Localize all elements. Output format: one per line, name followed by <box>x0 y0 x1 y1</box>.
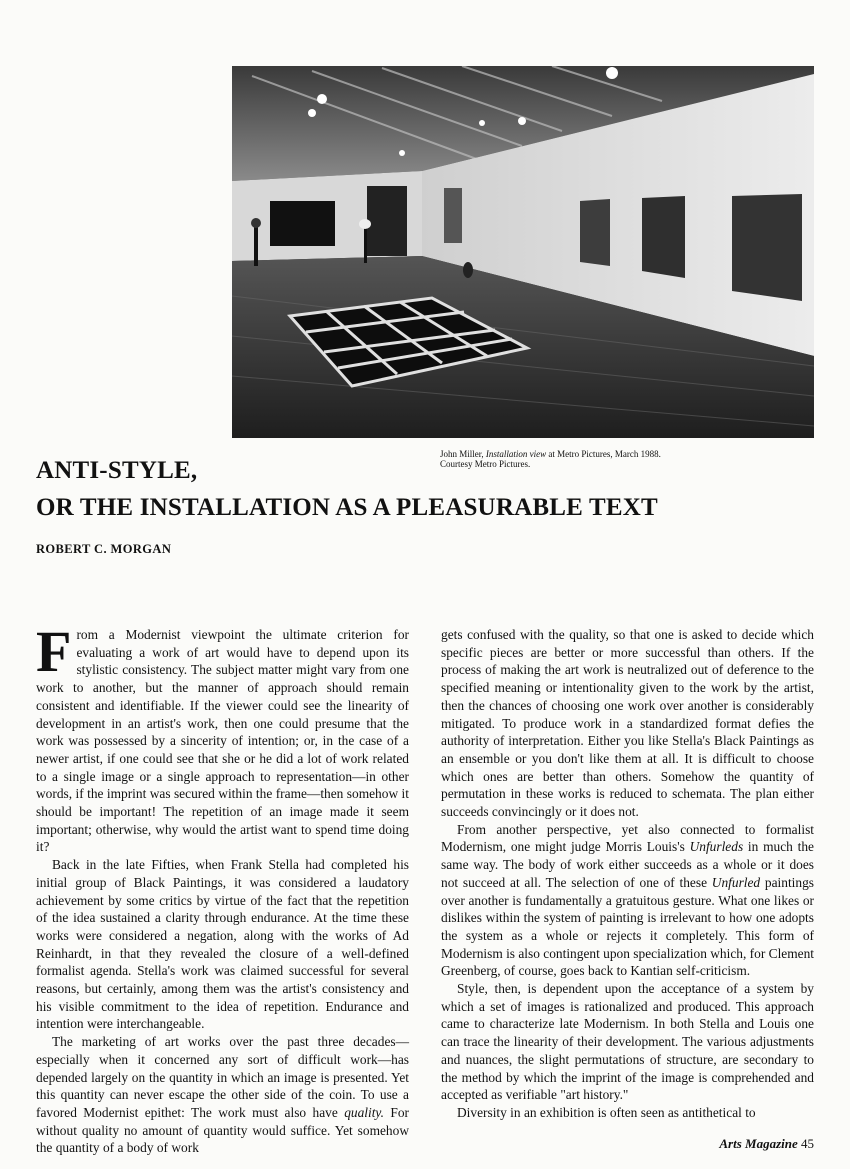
page-number: 45 <box>801 1136 814 1151</box>
page-footer <box>719 1136 814 1152</box>
caption-line-1: John Miller, Installation view at Metro Pictures, March 1988. <box>440 449 661 459</box>
article-title <box>36 452 658 526</box>
caption-line-2: Courtesy Metro Pictures. <box>440 459 531 469</box>
body-column-2 <box>441 626 814 1122</box>
title-line-1: ANTI-STYLE, <box>36 457 198 484</box>
body-column-1 <box>36 619 409 1157</box>
paragraph-7: Diversity in an exhibition is often seen as antithetical to <box>457 1104 756 1120</box>
paragraph-1: From a Modernist viewpoint the ultimate criterion for evaluating a work of art would have to depend upon its stylistic consistency. The subject matter might vary from one work to another, but the manner of approach should remain consistent and identifiable. If the viewer could see the linearity of development in an artist's work, then one could presume that the work was possessed by a sincerity of intention; or, in the case of a newer artist, if one could see that she or he did a lot of work related to a single image or a single approach to representation—in other words, if the imprint was secured within the frame—then somehow it should be important! The repetition of an image made it seem important; otherwise, why would the artist want to spend time doing it? <box>36 619 409 855</box>
installation-photo <box>232 66 814 438</box>
byline: ROBERT C. MORGAN <box>36 542 172 556</box>
paragraph-2: Back in the late Fifties, when Frank Stella had completed his initial group of Black Paintings, it was considered a laudatory achievement by some critics by virtue of the fact that the repetition of the idea sustained a clarity through endurance. At the time these works were considered a negation, along with the works of Ad Reinhardt, in that they revealed the closure of a well-defined formalist agenda. Stella's work was claimed successful for several reasons, but certainly, among them was the artist's consistency and his visible commitment to the idea of repetition. Endurance and intention were interchangeable. <box>36 857 409 1032</box>
gallery-image <box>232 66 814 438</box>
paragraph-6: Style, then, is dependent upon the acceptance of a system by which a set of images is rationalized and produced. This approach came to characterize late Modernism. In both Stella and Louis one can trace the linearity of their development. The various adjustments and nuances, the slight permutations of structure, are secondary to the method by which the imprint of the image is comprehended and accepted as verifiable "art history." <box>441 981 814 1103</box>
paragraph-3: The marketing of art works over the past three decades—especially when it concerned any sort of difficult work—has depended largely on the quantity in which an image is presented. Yet this quantity can never escape the other side of the coin. To use a favored Modernist epithet: The work must also have quality. For without quality no amount of quantity would suffice. Yet somehow the quantity of a body of work <box>36 1034 409 1156</box>
paragraph-5: From another perspective, yet also connected to formalist Modernism, one might judge Morris Louis's Unfurleds in much the same way. The body of work either succeeds as a whole or it does not succeed at all. The selection of one of these Unfurled paintings over another is fundamentally a gratuitous gesture. What one likes or dislikes within the system of painting is irrelevant to how one adopts the system as a whole or rejects it completely. This form of Modernism is also contingent upon specialization which, for Clement Greenberg, of course, goes back to Kantian self-criticism. <box>441 821 815 979</box>
magazine-name: Arts Magazine <box>719 1136 798 1151</box>
drop-cap: F <box>36 619 72 684</box>
title-line-2: OR THE INSTALLATION AS A PLEASURABLE TEXT <box>36 494 658 521</box>
paragraph-4: gets confused with the quality, so that one is asked to decide which specific pieces are better or more successful than others. If the process of making the art work is neutralized out of deference to the specified meaning or intentionality given to the work by the artist, then the chances of choosing one work over another is considerably mitigated. To produce work in a standardized format defies the authority of interpretation. Either you like Stella's Black Paintings as an ensemble or you don't like them at all. It is difficult to choose which ones are better than others. Somehow the quantity of permutation in these works is reduced to schemata. The plan either succeeds convincingly or it does not. <box>441 627 814 820</box>
